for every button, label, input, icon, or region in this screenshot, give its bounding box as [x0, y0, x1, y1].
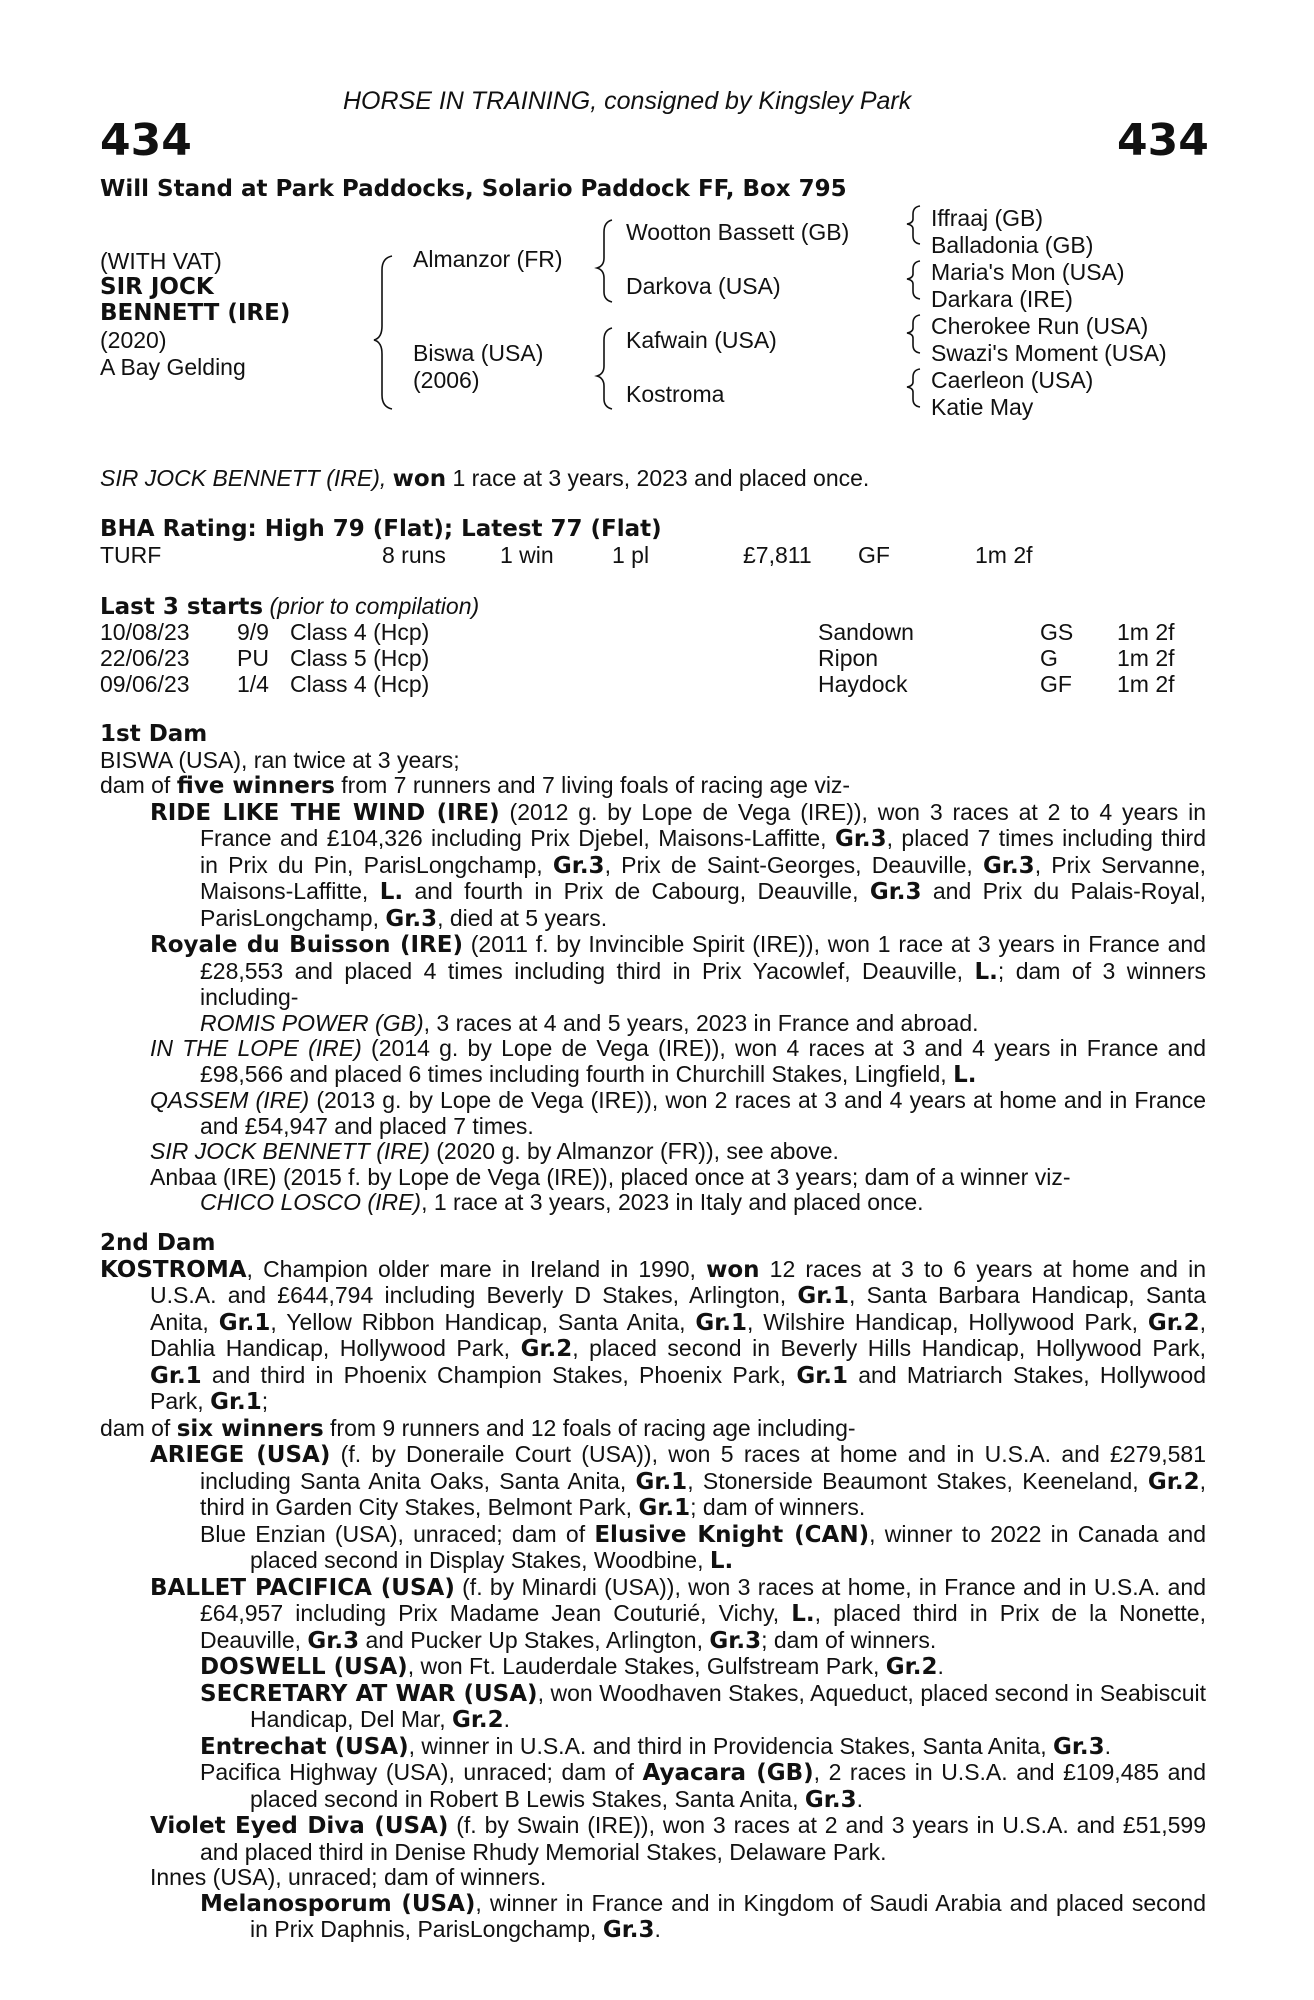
- t: Violet Eyed Diva (USA): [150, 1813, 449, 1839]
- t: Innes (USA), unraced; dam of winners.: [150, 1864, 547, 1890]
- pedigree-ssd: Balladonia (GB): [931, 232, 1094, 258]
- progeny-subentry: [150, 1760, 1206, 1813]
- last-start-going: GF: [1040, 671, 1072, 697]
- progeny-entry: [150, 1036, 1206, 1088]
- pedigree-dsd: Swazi's Moment (USA): [931, 340, 1167, 366]
- turf-surface: TURF: [100, 542, 162, 568]
- pedigree-sdd: Darkara (IRE): [931, 286, 1073, 312]
- t: and Pucker Up Stakes, Arlington,: [359, 1626, 710, 1653]
- t: from 9 runners and 12 foals of racing age including-: [323, 1414, 856, 1441]
- t: Gr.3: [709, 1627, 762, 1654]
- t: L.: [953, 1061, 977, 1088]
- progeny-entry: [150, 1575, 1206, 1655]
- t: Gr.1: [695, 1309, 748, 1336]
- t: Ayacara (GB): [642, 1760, 814, 1786]
- last-start-dist: 1m 2f: [1117, 619, 1175, 645]
- t: RIDE LIKE THE WIND (IRE): [150, 799, 500, 826]
- t: (2011 f. by Invincible Spirit (IRE)), won 1 race at 3 years in France and £28,553 and placed 4 times including third in Prix Yacowlef, Deauville,: [200, 931, 1207, 984]
- t: (2020 g. by Almanzor (FR)), see above.: [429, 1138, 839, 1164]
- t: , Stonerside Beaumont Stakes, Keeneland,: [687, 1467, 1148, 1494]
- t: ;: [261, 1388, 269, 1414]
- last-start-date: 10/08/23: [100, 619, 190, 645]
- t: and third in Phoenix Champion Stakes, Phoenix Park,: [201, 1361, 797, 1388]
- pedigree-dss: Cherokee Run (USA): [931, 313, 1149, 339]
- summary-name: SIR JOCK BENNETT (IRE),: [100, 465, 387, 491]
- pedigree-sire: Almanzor (FR): [413, 246, 563, 272]
- t: , winner in France and in Kingdom of Saudi Arabia and placed second in Prix Daphnis, ParisLongchamp,: [250, 1889, 1206, 1942]
- t: and fourth in Prix de Cabourg, Deauville,: [403, 878, 870, 904]
- t: dam of: [100, 1414, 177, 1441]
- last-start-pos: 1/4: [237, 671, 269, 697]
- progeny-entry: [150, 1813, 1206, 1865]
- second-dam-summary: [100, 1416, 1206, 1443]
- t: dam of: [100, 772, 177, 798]
- t: and Matriarch Stakes, Hollywood Park,: [150, 1361, 1206, 1414]
- t: (2013 g. by Lope de Vega (IRE)), won 2 races at 3 and 4 years at home and in France and £54,947 and placed 7 times.: [200, 1087, 1207, 1139]
- t: from 7 runners and 7 living foals of racing age viz-: [334, 772, 851, 798]
- progeny-entry: [150, 1865, 1206, 1891]
- progeny-subentry: [150, 1891, 1206, 1944]
- summary-rest: 1 race at 3 years, 2023 and placed once.: [446, 465, 870, 491]
- race-summary: [100, 467, 869, 491]
- t: (2012 g. by Lope de Vega (IRE)), won 3 races at 2 to 4 years in France and £104,326 including Prix Djebel, Maisons-Laffitte,: [200, 798, 1206, 851]
- t: Gr.3: [869, 879, 922, 905]
- t: ARIEGE (USA): [150, 1442, 331, 1468]
- first-dam-title: 1st Dam: [100, 721, 208, 747]
- progeny-entry: [150, 1139, 1206, 1165]
- t: ; dam of 3 winners including-: [200, 957, 1207, 1010]
- vat-note: (WITH VAT): [100, 248, 222, 274]
- progeny-entry: [150, 932, 1206, 1011]
- t: BALLET PACIFICA (USA): [150, 1574, 455, 1601]
- t: L.: [974, 958, 998, 985]
- first-dam-section: [100, 722, 1206, 1216]
- pedigree-sire-sire: Wootton Bassett (GB): [626, 219, 850, 245]
- t: Gr.2: [451, 1707, 504, 1733]
- t: Gr.1: [210, 1389, 262, 1415]
- last-start-course: Sandown: [818, 619, 914, 645]
- t: Gr.3: [804, 1786, 857, 1813]
- turf-distance: 1m 2f: [975, 542, 1033, 568]
- t: L.: [791, 1601, 815, 1627]
- t: CHICO LOSCO (IRE): [200, 1189, 422, 1215]
- t: , 1 race at 3 years, 2023 in Italy and placed once.: [421, 1189, 924, 1215]
- last-start-date: 22/06/23: [100, 645, 190, 671]
- t: , winner in U.S.A. and third in Providencia Stakes, Santa Anita,: [408, 1732, 1053, 1759]
- turf-wins: 1 win: [500, 542, 554, 568]
- last-starts-note: (prior to compilation): [263, 593, 480, 619]
- t: Pacifica Highway (USA), unraced; dam of: [200, 1759, 643, 1785]
- horse-name-line1: SIR JOCK: [100, 274, 214, 300]
- progeny-entry: [150, 800, 1206, 933]
- t: IN THE LOPE (IRE): [150, 1035, 362, 1061]
- t: Royale du Buisson (IRE): [150, 932, 463, 958]
- t: , won Ft. Lauderdale Stakes, Gulfstream Park,: [407, 1653, 886, 1679]
- pedigree-dds: Caerleon (USA): [931, 367, 1094, 393]
- t: Gr.3: [385, 905, 438, 932]
- t: KOSTROMA: [100, 1256, 247, 1283]
- t: QASSEM (IRE): [150, 1087, 310, 1113]
- progeny-entry: [150, 1088, 1206, 1139]
- t: , Prix Servanne, Maisons-Laffitte,: [200, 851, 1206, 904]
- t: , won Woodhaven Stakes, Aqueduct, placed second in Seabiscuit Handicap, Del Mar,: [250, 1679, 1206, 1732]
- turf-earnings: £7,811: [743, 542, 812, 568]
- t: , placed 7 times including third in Prix du Pin, ParisLongchamp,: [200, 825, 1207, 878]
- horse-description: A Bay Gelding: [100, 354, 246, 380]
- t: (f. by Swain (IRE)), won 3 races at 2 and 3 years in U.S.A. and £51,599 and placed third in Denise Rhudy Memorial Stakes, Delaware Park.: [200, 1812, 1207, 1865]
- t: , 2 races in U.S.A. and £109,485 and placed second in Robert B Lewis Stakes, Santa Anita,: [250, 1759, 1207, 1812]
- t: .: [856, 1785, 863, 1812]
- t: and Prix du Palais-Royal, ParisLongchamp,: [200, 878, 1206, 931]
- t: Gr.3: [1052, 1733, 1105, 1760]
- t: Gr.1: [218, 1309, 271, 1336]
- last-start-date: 09/06/23: [100, 671, 190, 697]
- second-dam-title: 2nd Dam: [100, 1230, 216, 1256]
- pedigree-sire-dam: Darkova (USA): [626, 273, 781, 299]
- t: Gr.3: [552, 852, 605, 879]
- turf-going: GF: [858, 542, 890, 568]
- last-start-class: Class 5 (Hcp): [290, 645, 430, 671]
- t: ROMIS POWER (GB): [200, 1009, 424, 1036]
- t: .: [503, 1706, 511, 1732]
- pedigree-sss: Iffraaj (GB): [931, 205, 1044, 231]
- t: Elusive Knight (CAN): [594, 1521, 870, 1548]
- t: Anbaa (IRE) (2015 f. by Lope de Vega (IRE)), placed once at 3 years; dam of a winner viz-: [150, 1163, 1071, 1190]
- last-starts-heading: [100, 595, 479, 619]
- t: Gr.3: [983, 852, 1035, 879]
- t: DOSWELL (USA): [200, 1654, 408, 1680]
- pedigree-ddd: Katie May: [931, 394, 1034, 420]
- catalogue-heading: HORSE IN TRAINING, consigned by Kingsley Park: [343, 87, 912, 115]
- last-start-going: GS: [1040, 619, 1074, 645]
- t: Gr.3: [602, 1917, 655, 1943]
- turf-runs: 8 runs: [382, 542, 446, 568]
- t: SECRETARY AT WAR (USA): [200, 1680, 538, 1707]
- t: Gr.1: [638, 1495, 691, 1521]
- progeny-subentry: [150, 1522, 1206, 1575]
- progeny-subentry: [150, 1011, 1206, 1037]
- progeny-subentry: [150, 1190, 1206, 1216]
- t: SIR JOCK BENNETT (IRE): [150, 1138, 430, 1164]
- t: L.: [379, 879, 404, 905]
- t: L.: [709, 1548, 734, 1574]
- last-starts-title: Last 3 starts: [100, 594, 264, 620]
- t: Entrechat (USA): [200, 1733, 409, 1760]
- first-dam-summary: [100, 773, 1206, 800]
- second-dam-section: [100, 1231, 1206, 1944]
- t: , third in Garden City Stakes, Belmont Park,: [200, 1467, 1206, 1520]
- t: , placed second in Beverly Hills Handicap, Hollywood Park,: [572, 1335, 1207, 1361]
- t: (f. by Doneraile Court (USA)), won 5 races at home and in U.S.A. and £279,581 including Santa Anita Oaks, Santa Anita,: [200, 1441, 1206, 1494]
- t: ; dam of winners.: [761, 1626, 937, 1653]
- pedigree-dam: Biswa (USA): [413, 340, 544, 366]
- t: Gr.2: [520, 1336, 573, 1362]
- t: , winner to 2022 in Canada and placed second in Display Stakes, Woodbine,: [250, 1520, 1206, 1573]
- pedigree-sds: Maria's Mon (USA): [931, 259, 1125, 285]
- t: Gr.2: [885, 1654, 938, 1680]
- progeny-entry: [150, 1442, 1206, 1522]
- t: (2014 g. by Lope de Vega (IRE)), won 4 races at 3 and 4 years in France and £98,566 and placed 6 times including fourth in Churchill Stakes, Lingfield,: [200, 1035, 1206, 1087]
- last-start-going: G: [1040, 645, 1058, 671]
- t: , Yellow Ribbon Handicap, Santa Anita,: [270, 1308, 696, 1335]
- t: .: [1104, 1732, 1112, 1759]
- t: , placed third in Prix de la Nonette, Deauville,: [200, 1600, 1206, 1653]
- t: , died at 5 years.: [437, 904, 608, 931]
- t: Gr.1: [150, 1362, 202, 1389]
- second-dam-record: [100, 1257, 1206, 1416]
- lot-number-left: 434: [100, 115, 192, 166]
- t: , Dahlia Handicap, Hollywood Park,: [150, 1308, 1206, 1361]
- last-start-dist: 1m 2f: [1117, 645, 1175, 671]
- summary-won: won: [392, 466, 447, 492]
- t: (f. by Minardi (USA)), won 3 races at home, in France and in U.S.A. and £64,957 including Prix Madame Jean Couturié, Vichy,: [200, 1573, 1206, 1626]
- t: Gr.2: [1147, 1468, 1200, 1495]
- t: Gr.1: [796, 1362, 848, 1389]
- t: Gr.1: [797, 1283, 850, 1309]
- t: 12 races at 3 to 6 years at home and in U.S.A. and £644,794 including Beverly D Stakes, Arlington,: [150, 1255, 1206, 1308]
- horse-name-line2: BENNETT (IRE): [100, 300, 291, 326]
- pedigree-dam-year: (2006): [413, 367, 480, 393]
- bha-rating: BHA Rating: High 79 (Flat); Latest 77 (Flat): [100, 516, 662, 542]
- t: , 3 races at 4 and 5 years, 2023 in France and abroad.: [423, 1009, 979, 1036]
- last-start-class: Class 4 (Hcp): [290, 619, 430, 645]
- t: , Santa Barbara Handicap, Santa Anita,: [150, 1282, 1206, 1335]
- t: Gr.3: [834, 826, 887, 852]
- last-start-course: Ripon: [818, 645, 879, 671]
- last-start-dist: 1m 2f: [1117, 671, 1175, 697]
- t: .: [937, 1653, 944, 1679]
- pedigree-dam-sire: Kafwain (USA): [626, 327, 777, 353]
- t: Gr.3: [307, 1627, 360, 1654]
- progeny-subentry: [150, 1681, 1206, 1734]
- t: , Prix de Saint-Georges, Deauville,: [604, 851, 983, 878]
- last-start-pos: PU: [237, 645, 269, 671]
- turf-placed: 1 pl: [612, 542, 650, 568]
- progeny-subentry: [150, 1734, 1206, 1761]
- horse-year: (2020): [100, 327, 167, 353]
- t: Melanosporum (USA): [200, 1890, 476, 1917]
- t: Gr.1: [635, 1468, 688, 1495]
- t: Gr.2: [1147, 1309, 1200, 1336]
- t: Blue Enzian (USA), unraced; dam of: [200, 1520, 595, 1547]
- last-start-pos: 9/9: [237, 619, 269, 645]
- stand-location: Will Stand at Park Paddocks, Solario Paddock FF, Box 795: [100, 176, 847, 202]
- t: six winners: [176, 1415, 324, 1442]
- t: five winners: [176, 773, 335, 799]
- t: won: [706, 1256, 760, 1283]
- t: , Wilshire Handicap, Hollywood Park,: [747, 1308, 1148, 1335]
- t: , Champion older mare in Ireland in 1990,: [246, 1255, 707, 1282]
- lot-number-right: 434: [1117, 115, 1209, 166]
- t: .: [654, 1916, 661, 1942]
- last-start-course: Haydock: [818, 671, 908, 697]
- t: ; dam of winners.: [690, 1494, 866, 1520]
- pedigree-dam-dam: Kostroma: [626, 381, 725, 407]
- last-start-class: Class 4 (Hcp): [290, 671, 430, 697]
- progeny-entry: [150, 1165, 1206, 1191]
- progeny-subentry: [150, 1654, 1206, 1681]
- first-dam-desc: BISWA (USA), ran twice at 3 years;: [100, 746, 460, 773]
